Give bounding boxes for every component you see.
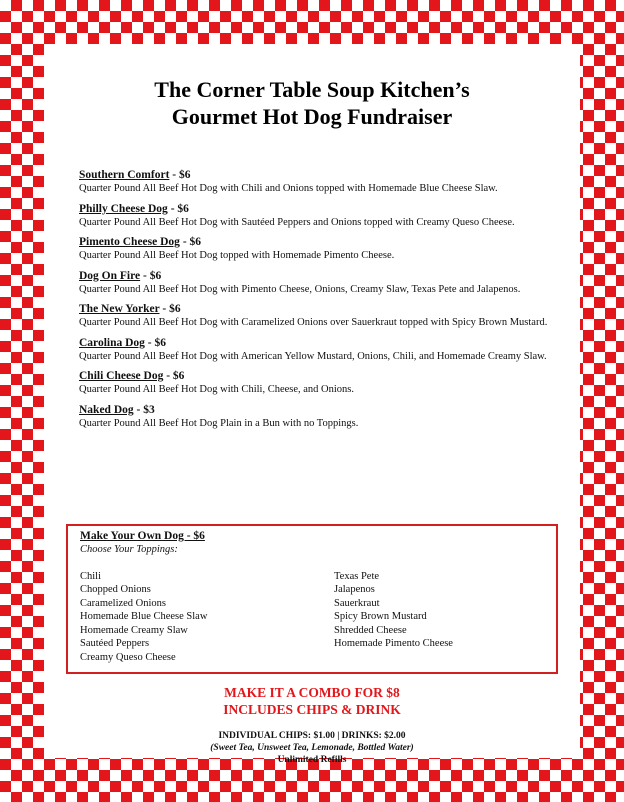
combo-offer [44, 684, 580, 718]
topping-item: Jalapenos [334, 584, 375, 595]
topping-item: Texas Pete [334, 570, 380, 582]
topping-item: Homemade Pimento Cheese [334, 638, 453, 649]
menu-item-price: - $6 [167, 202, 189, 215]
topping-item: Caramelized Onions [80, 597, 167, 609]
menu-item [79, 202, 558, 230]
menu-item-description: Quarter Pound All Beef Hot Dog topped with Homemade Pimento Cheese. [79, 250, 395, 261]
toppings-subheading: Choose Your Toppings: [80, 544, 178, 555]
topping-item: Chili [80, 570, 102, 582]
menu-item-description: Quarter Pound All Beef Hot Dog with American Yellow Mustard, Onions, Chili, and Homemade Creamy Slaw. [79, 350, 547, 362]
menu-item-name: Southern Comfort [79, 169, 170, 181]
menu-item [79, 269, 558, 297]
title-line-1: The Corner Table Soup Kitchen’s [154, 77, 470, 102]
menu-item-description: Quarter Pound All Beef Hot Dog with Chili and Onions topped with Homemade Blue Cheese Slaw. [79, 183, 498, 194]
make-your-own-heading: Make Your Own Dog - $6 [80, 530, 205, 542]
topping-item: Sautéed Peppers [80, 638, 150, 649]
menu-flyer [44, 44, 580, 765]
topping-item: Homemade Creamy Slaw [80, 624, 188, 636]
menu-item-name: Chili Cheese Dog [79, 370, 164, 382]
menu-item-description: Quarter Pound All Beef Hot Dog with Chili, Cheese, and Onions. [79, 384, 355, 395]
refills-note: Unlimited Refills [277, 755, 347, 765]
menu-item-description: Quarter Pound All Beef Hot Dog with Caramelized Onions over Sauerkraut topped with Spicy Brown Mustard. [79, 317, 548, 328]
menu-item-name: Dog On Fire [79, 269, 141, 282]
menu-item [79, 235, 558, 263]
menu-list [79, 168, 558, 436]
menu-item-price: - $6 [169, 169, 191, 181]
toppings-left-column [80, 570, 334, 665]
page-title [44, 76, 580, 130]
combo-line-1: MAKE IT A COMBO FOR $8 [224, 685, 400, 700]
toppings-right-column [334, 570, 588, 665]
menu-item [79, 302, 558, 330]
menu-item-name: Carolina Dog [79, 336, 145, 349]
menu-item-name: Pimento Cheese Dog [79, 236, 180, 248]
topping-item: Creamy Queso Cheese [80, 651, 176, 663]
make-your-own-box [66, 524, 558, 674]
menu-item-price: - $6 [163, 370, 185, 382]
menu-item-price: - $3 [133, 403, 155, 416]
toppings-columns [80, 570, 544, 665]
menu-item-description: Quarter Pound All Beef Hot Dog with Sautéed Peppers and Onions topped with Creamy Queso Cheese. [79, 216, 515, 228]
topping-item: Sauerkraut [334, 597, 380, 609]
menu-item [79, 369, 558, 397]
combo-line-2: INCLUDES CHIPS & DRINK [223, 702, 401, 717]
menu-item-price: - $6 [140, 269, 162, 282]
menu-item [79, 168, 558, 196]
menu-item-description: Quarter Pound All Beef Hot Dog Plain in a Bun with no Toppings. [79, 417, 359, 429]
topping-item: Shredded Cheese [334, 624, 407, 636]
menu-item-name: Naked Dog [79, 403, 134, 416]
menu-item-price: - $6 [144, 336, 167, 349]
drink-options: (Sweet Tea, Unsweet Tea, Lemonade, Bottled Water) [210, 743, 414, 753]
menu-item [79, 403, 558, 431]
topping-item: Chopped Onions [80, 584, 151, 595]
title-line-2: Gourmet Hot Dog Fundraiser [171, 104, 453, 129]
menu-item-name: The New Yorker [79, 303, 160, 315]
menu-item [79, 336, 558, 364]
topping-item: Spicy Brown Mustard [334, 611, 427, 622]
individual-prices [44, 730, 580, 766]
topping-item: Homemade Blue Cheese Slaw [80, 611, 208, 622]
menu-item-description: Quarter Pound All Beef Hot Dog with Pimento Cheese, Onions, Creamy Slaw, Texas Pete and Jalapenos. [79, 283, 521, 295]
menu-item-price: - $6 [159, 303, 181, 315]
menu-item-price: - $6 [179, 236, 202, 248]
individual-prices-line: INDIVIDUAL CHIPS: $1.00 | DRINKS: $2.00 [218, 731, 406, 741]
menu-item-name: Philly Cheese Dog [79, 202, 168, 215]
